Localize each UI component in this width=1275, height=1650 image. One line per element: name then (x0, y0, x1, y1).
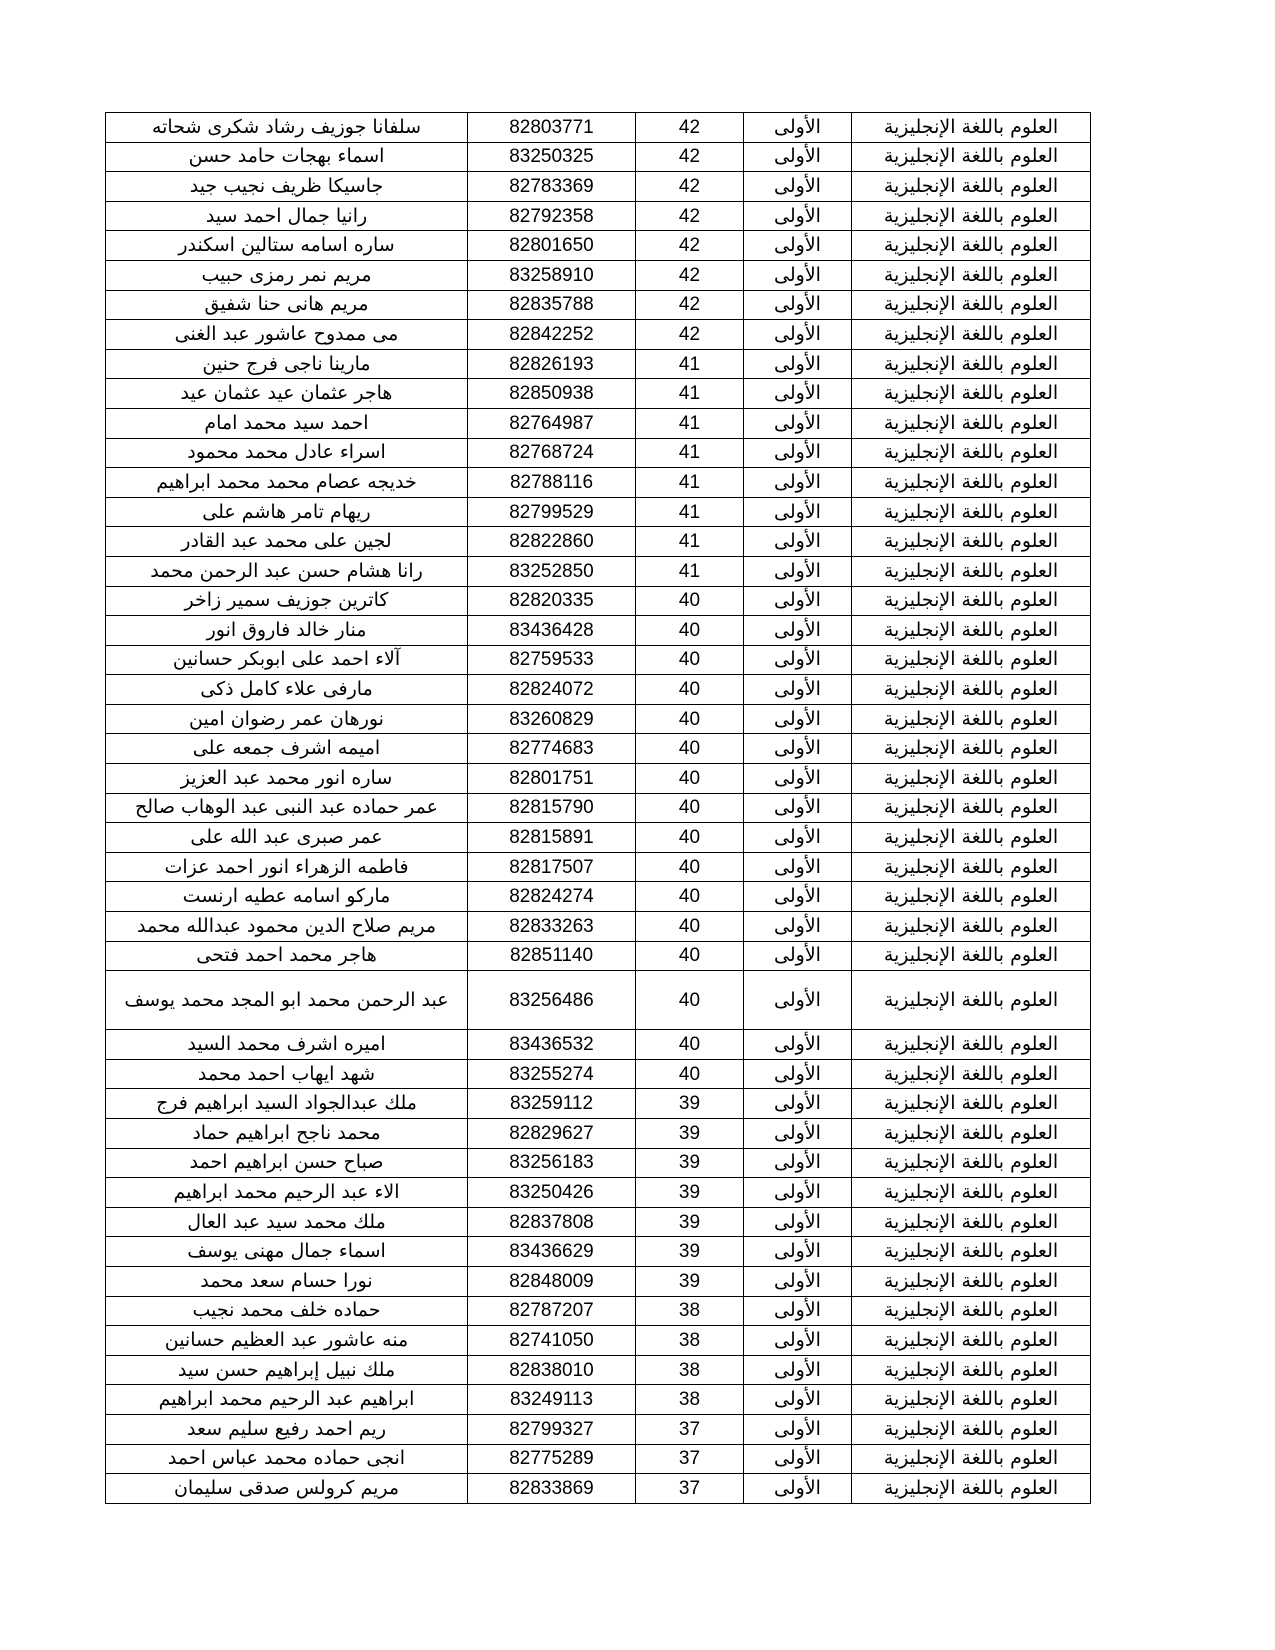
seat-number-cell: 83252850 (468, 556, 636, 586)
table-row (106, 527, 1091, 557)
seat-number-cell: 82787207 (468, 1296, 636, 1326)
student-name-cell: شهد ايهاب احمد محمد (106, 1059, 468, 1089)
student-name-cell: الاء عبد الرحيم محمد ابراهيم (106, 1178, 468, 1208)
seat-number-cell: 82829627 (468, 1119, 636, 1149)
department-cell: العلوم باللغة الإنجليزية (852, 142, 1091, 172)
seat-number-cell: 82783369 (468, 172, 636, 202)
table-row (106, 1148, 1091, 1178)
rank-cell: الأولى (744, 704, 852, 734)
score-cell: 41 (636, 349, 744, 379)
rank-cell: الأولى (744, 1444, 852, 1474)
table-row (106, 1089, 1091, 1119)
score-cell: 39 (636, 1207, 744, 1237)
rank-cell: الأولى (744, 349, 852, 379)
score-cell: 38 (636, 1385, 744, 1415)
seat-number-cell: 82824274 (468, 882, 636, 912)
rank-cell: الأولى (744, 1296, 852, 1326)
score-cell: 40 (636, 823, 744, 853)
table-row (106, 1444, 1091, 1474)
student-name-cell: مارينا ناجى فرج حنين (106, 349, 468, 379)
seat-number-cell: 82788116 (468, 468, 636, 498)
score-cell: 42 (636, 320, 744, 350)
rank-cell: الأولى (744, 1237, 852, 1267)
rank-cell: الأولى (744, 616, 852, 646)
student-name-cell: رانيا جمال احمد سيد (106, 201, 468, 231)
score-cell: 40 (636, 852, 744, 882)
student-name-cell: ساره اسامه ستالين اسكندر (106, 231, 468, 261)
student-name-cell: رانا هشام حسن عبد الرحمن محمد (106, 556, 468, 586)
seat-number-cell: 82775289 (468, 1444, 636, 1474)
seat-number-cell: 82833263 (468, 912, 636, 942)
student-name-cell: مريم كرولس صدقى سليمان (106, 1474, 468, 1504)
table-row (106, 1119, 1091, 1149)
rank-cell: الأولى (744, 1385, 852, 1415)
seat-number-cell: 82774683 (468, 734, 636, 764)
student-name-cell: اسماء جمال مهنى يوسف (106, 1237, 468, 1267)
table-row (106, 586, 1091, 616)
table-row (106, 320, 1091, 350)
student-name-cell: سلفانا جوزيف رشاد شكرى شحاته (106, 113, 468, 143)
table-row (106, 142, 1091, 172)
department-cell: العلوم باللغة الإنجليزية (852, 1414, 1091, 1444)
rank-cell: الأولى (744, 201, 852, 231)
seat-number-cell: 82842252 (468, 320, 636, 350)
rank-cell: الأولى (744, 1119, 852, 1149)
student-name-cell: صباح حسن ابراهيم احمد (106, 1148, 468, 1178)
department-cell: العلوم باللغة الإنجليزية (852, 379, 1091, 409)
student-name-cell: اسراء عادل محمد محمود (106, 438, 468, 468)
student-name-cell: ساره انور محمد عبد العزيز (106, 764, 468, 794)
seat-number-cell: 82851140 (468, 941, 636, 971)
score-cell: 42 (636, 113, 744, 143)
rank-cell: الأولى (744, 1326, 852, 1356)
seat-number-cell: 82803771 (468, 113, 636, 143)
student-name-cell: عمر حماده عبد النبى عبد الوهاب صالح (106, 793, 468, 823)
seat-number-cell: 82837808 (468, 1207, 636, 1237)
rank-cell: الأولى (744, 793, 852, 823)
score-cell: 39 (636, 1089, 744, 1119)
seat-number-cell: 83250325 (468, 142, 636, 172)
rank-cell: الأولى (744, 852, 852, 882)
department-cell: العلوم باللغة الإنجليزية (852, 912, 1091, 942)
table-row (106, 1296, 1091, 1326)
student-name-cell: فاطمه الزهراء انور احمد عزات (106, 852, 468, 882)
seat-number-cell: 82801751 (468, 764, 636, 794)
seat-number-cell: 83250426 (468, 1178, 636, 1208)
department-cell: العلوم باللغة الإنجليزية (852, 1148, 1091, 1178)
rank-cell: الأولى (744, 1178, 852, 1208)
student-name-cell: عمر صبرى عبد الله على (106, 823, 468, 853)
score-cell: 40 (636, 764, 744, 794)
department-cell: العلوم باللغة الإنجليزية (852, 349, 1091, 379)
seat-number-cell: 82799327 (468, 1414, 636, 1444)
seat-number-cell: 83436532 (468, 1030, 636, 1060)
table-row (106, 1030, 1091, 1060)
seat-number-cell: 82826193 (468, 349, 636, 379)
student-name-cell: اسماء بهجات حامد حسن (106, 142, 468, 172)
table-row (106, 1355, 1091, 1385)
rank-cell: الأولى (744, 320, 852, 350)
score-cell: 40 (636, 586, 744, 616)
table-row (106, 793, 1091, 823)
seat-number-cell: 82801650 (468, 231, 636, 261)
score-cell: 38 (636, 1296, 744, 1326)
score-cell: 39 (636, 1178, 744, 1208)
rank-cell: الأولى (744, 1207, 852, 1237)
department-cell: العلوم باللغة الإنجليزية (852, 408, 1091, 438)
seat-number-cell: 82792358 (468, 201, 636, 231)
department-cell: العلوم باللغة الإنجليزية (852, 734, 1091, 764)
seat-number-cell: 82835788 (468, 290, 636, 320)
student-name-cell: مى ممدوح عاشور عبد الغنى (106, 320, 468, 350)
student-name-cell: حماده خلف محمد نجيب (106, 1296, 468, 1326)
department-cell: العلوم باللغة الإنجليزية (852, 1266, 1091, 1296)
score-cell: 38 (636, 1355, 744, 1385)
score-cell: 40 (636, 645, 744, 675)
score-cell: 40 (636, 941, 744, 971)
seat-number-cell: 82824072 (468, 675, 636, 705)
table-row (106, 497, 1091, 527)
table-row (106, 764, 1091, 794)
department-cell: العلوم باللغة الإنجليزية (852, 201, 1091, 231)
table-row (106, 260, 1091, 290)
student-name-cell: كاترين جوزيف سمير زاخر (106, 586, 468, 616)
department-cell: العلوم باللغة الإنجليزية (852, 1355, 1091, 1385)
seat-number-cell: 82848009 (468, 1266, 636, 1296)
table-row (106, 408, 1091, 438)
table-row (106, 1266, 1091, 1296)
rank-cell: الأولى (744, 556, 852, 586)
rank-cell: الأولى (744, 675, 852, 705)
department-cell: العلوم باللغة الإنجليزية (852, 823, 1091, 853)
department-cell: العلوم باللغة الإنجليزية (852, 556, 1091, 586)
department-cell: العلوم باللغة الإنجليزية (852, 320, 1091, 350)
score-cell: 40 (636, 675, 744, 705)
table-row (106, 201, 1091, 231)
score-cell: 42 (636, 172, 744, 202)
score-cell: 40 (636, 1059, 744, 1089)
rank-cell: الأولى (744, 172, 852, 202)
seat-number-cell: 82815790 (468, 793, 636, 823)
seat-number-cell: 82768724 (468, 438, 636, 468)
table-row (106, 912, 1091, 942)
table-row (106, 852, 1091, 882)
rank-cell: الأولى (744, 1059, 852, 1089)
seat-number-cell: 83258910 (468, 260, 636, 290)
table-row (106, 1237, 1091, 1267)
department-cell: العلوم باللغة الإنجليزية (852, 852, 1091, 882)
score-cell: 41 (636, 468, 744, 498)
rank-cell: الأولى (744, 586, 852, 616)
seat-number-cell: 82833869 (468, 1474, 636, 1504)
rank-cell: الأولى (744, 260, 852, 290)
department-cell: العلوم باللغة الإنجليزية (852, 793, 1091, 823)
department-cell: العلوم باللغة الإنجليزية (852, 675, 1091, 705)
department-cell: العلوم باللغة الإنجليزية (852, 1444, 1091, 1474)
student-name-cell: اميمه اشرف جمعه على (106, 734, 468, 764)
seat-number-cell: 83256183 (468, 1148, 636, 1178)
score-cell: 40 (636, 882, 744, 912)
department-cell: العلوم باللغة الإنجليزية (852, 1089, 1091, 1119)
seat-number-cell: 83255274 (468, 1059, 636, 1089)
score-cell: 39 (636, 1237, 744, 1267)
table-row (106, 882, 1091, 912)
seat-number-cell: 83256486 (468, 971, 636, 1030)
rank-cell: الأولى (744, 468, 852, 498)
table-row (106, 231, 1091, 261)
student-name-cell: مريم هانى حنا شفيق (106, 290, 468, 320)
student-name-cell: عبد الرحمن محمد ابو المجد محمد يوسف (106, 971, 468, 1030)
seat-number-cell: 83436428 (468, 616, 636, 646)
table-row (106, 290, 1091, 320)
department-cell: العلوم باللغة الإنجليزية (852, 645, 1091, 675)
score-cell: 39 (636, 1148, 744, 1178)
rank-cell: الأولى (744, 113, 852, 143)
department-cell: العلوم باللغة الإنجليزية (852, 260, 1091, 290)
student-name-cell: نورا حسام سعد محمد (106, 1266, 468, 1296)
rank-cell: الأولى (744, 290, 852, 320)
rank-cell: الأولى (744, 1089, 852, 1119)
score-cell: 42 (636, 201, 744, 231)
student-name-cell: مريم نمر رمزى حبيب (106, 260, 468, 290)
rank-cell: الأولى (744, 379, 852, 409)
seat-number-cell: 82822860 (468, 527, 636, 557)
rank-cell: الأولى (744, 231, 852, 261)
department-cell: العلوم باللغة الإنجليزية (852, 882, 1091, 912)
department-cell: العلوم باللغة الإنجليزية (852, 971, 1091, 1030)
rank-cell: الأولى (744, 971, 852, 1030)
seat-number-cell: 82764987 (468, 408, 636, 438)
table-row (106, 675, 1091, 705)
score-cell: 39 (636, 1119, 744, 1149)
score-cell: 41 (636, 379, 744, 409)
department-cell: العلوم باللغة الإنجليزية (852, 941, 1091, 971)
seat-number-cell: 83259112 (468, 1089, 636, 1119)
table-row (106, 616, 1091, 646)
results-table-body (106, 113, 1091, 1504)
student-name-cell: محمد ناجح ابراهيم حماد (106, 1119, 468, 1149)
seat-number-cell: 83436629 (468, 1237, 636, 1267)
table-row (106, 1414, 1091, 1444)
score-cell: 40 (636, 1030, 744, 1060)
score-cell: 41 (636, 556, 744, 586)
student-name-cell: ملك محمد سيد عبد العال (106, 1207, 468, 1237)
score-cell: 38 (636, 1326, 744, 1356)
student-name-cell: ريم احمد رفيع سليم سعد (106, 1414, 468, 1444)
student-name-cell: هاجر عثمان عيد عثمان عيد (106, 379, 468, 409)
table-row (106, 556, 1091, 586)
seat-number-cell: 82799529 (468, 497, 636, 527)
student-name-cell: ريهام تامر هاشم على (106, 497, 468, 527)
student-name-cell: آلاء احمد على ابوبكر حسانين (106, 645, 468, 675)
table-row (106, 379, 1091, 409)
department-cell: العلوم باللغة الإنجليزية (852, 704, 1091, 734)
student-name-cell: جاسيكا ظريف نجيب جيد (106, 172, 468, 202)
department-cell: العلوم باللغة الإنجليزية (852, 231, 1091, 261)
rank-cell: الأولى (744, 912, 852, 942)
seat-number-cell: 82759533 (468, 645, 636, 675)
rank-cell: الأولى (744, 1030, 852, 1060)
table-row (106, 1474, 1091, 1504)
department-cell: العلوم باللغة الإنجليزية (852, 172, 1091, 202)
table-row (106, 1178, 1091, 1208)
table-row (106, 172, 1091, 202)
student-name-cell: منه عاشور عبد العظيم حسانين (106, 1326, 468, 1356)
department-cell: العلوم باللغة الإنجليزية (852, 1178, 1091, 1208)
table-row (106, 941, 1091, 971)
department-cell: العلوم باللغة الإنجليزية (852, 290, 1091, 320)
department-cell: العلوم باللغة الإنجليزية (852, 1326, 1091, 1356)
seat-number-cell: 82820335 (468, 586, 636, 616)
score-cell: 37 (636, 1414, 744, 1444)
score-cell: 40 (636, 971, 744, 1030)
student-name-cell: خديجه عصام محمد محمد ابراهيم (106, 468, 468, 498)
department-cell: العلوم باللغة الإنجليزية (852, 1207, 1091, 1237)
table-row (106, 113, 1091, 143)
department-cell: العلوم باللغة الإنجليزية (852, 616, 1091, 646)
student-name-cell: انجى حماده محمد عباس احمد (106, 1444, 468, 1474)
score-cell: 37 (636, 1444, 744, 1474)
department-cell: العلوم باللغة الإنجليزية (852, 497, 1091, 527)
rank-cell: الأولى (744, 764, 852, 794)
seat-number-cell: 82741050 (468, 1326, 636, 1356)
seat-number-cell: 83260829 (468, 704, 636, 734)
rank-cell: الأولى (744, 1414, 852, 1444)
student-name-cell: اميره اشرف محمد السيد (106, 1030, 468, 1060)
rank-cell: الأولى (744, 882, 852, 912)
table-row (106, 645, 1091, 675)
rank-cell: الأولى (744, 645, 852, 675)
seat-number-cell: 83249113 (468, 1385, 636, 1415)
department-cell: العلوم باللغة الإنجليزية (852, 113, 1091, 143)
department-cell: العلوم باللغة الإنجليزية (852, 1474, 1091, 1504)
score-cell: 40 (636, 734, 744, 764)
student-name-cell: ماركو اسامه عطيه ارنست (106, 882, 468, 912)
rank-cell: الأولى (744, 142, 852, 172)
student-name-cell: لجين على محمد عبد القادر (106, 527, 468, 557)
table-row (106, 349, 1091, 379)
rank-cell: الأولى (744, 438, 852, 468)
rank-cell: الأولى (744, 1474, 852, 1504)
seat-number-cell: 82838010 (468, 1355, 636, 1385)
student-name-cell: احمد سيد محمد امام (106, 408, 468, 438)
table-row (106, 1207, 1091, 1237)
rank-cell: الأولى (744, 408, 852, 438)
student-name-cell: ملك نبيل إبراهيم حسن سيد (106, 1355, 468, 1385)
student-name-cell: ابراهيم عبد الرحيم محمد ابراهيم (106, 1385, 468, 1415)
seat-number-cell: 82850938 (468, 379, 636, 409)
score-cell: 40 (636, 704, 744, 734)
score-cell: 40 (636, 912, 744, 942)
results-table (105, 112, 1091, 1504)
student-name-cell: ملك عبدالجواد السيد ابراهيم فرج (106, 1089, 468, 1119)
table-row (106, 438, 1091, 468)
department-cell: العلوم باللغة الإنجليزية (852, 468, 1091, 498)
score-cell: 42 (636, 260, 744, 290)
table-row (106, 734, 1091, 764)
score-cell: 41 (636, 408, 744, 438)
score-cell: 40 (636, 616, 744, 646)
student-name-cell: مريم صلاح الدين محمود عبدالله محمد (106, 912, 468, 942)
score-cell: 42 (636, 290, 744, 320)
rank-cell: الأولى (744, 1266, 852, 1296)
seat-number-cell: 82817507 (468, 852, 636, 882)
table-row (106, 823, 1091, 853)
table-row (106, 468, 1091, 498)
department-cell: العلوم باللغة الإنجليزية (852, 1385, 1091, 1415)
score-cell: 41 (636, 497, 744, 527)
rank-cell: الأولى (744, 823, 852, 853)
department-cell: العلوم باللغة الإنجليزية (852, 527, 1091, 557)
department-cell: العلوم باللغة الإنجليزية (852, 1030, 1091, 1060)
department-cell: العلوم باللغة الإنجليزية (852, 1059, 1091, 1089)
department-cell: العلوم باللغة الإنجليزية (852, 1119, 1091, 1149)
department-cell: العلوم باللغة الإنجليزية (852, 586, 1091, 616)
table-row (106, 1385, 1091, 1415)
score-cell: 41 (636, 438, 744, 468)
student-name-cell: مارفى علاء كامل ذكى (106, 675, 468, 705)
student-name-cell: منار خالد فاروق انور (106, 616, 468, 646)
rank-cell: الأولى (744, 734, 852, 764)
department-cell: العلوم باللغة الإنجليزية (852, 1237, 1091, 1267)
rank-cell: الأولى (744, 1355, 852, 1385)
department-cell: العلوم باللغة الإنجليزية (852, 764, 1091, 794)
rank-cell: الأولى (744, 1148, 852, 1178)
table-row (106, 1326, 1091, 1356)
score-cell: 42 (636, 231, 744, 261)
table-row (106, 971, 1091, 1030)
seat-number-cell: 82815891 (468, 823, 636, 853)
score-cell: 42 (636, 142, 744, 172)
student-name-cell: هاجر محمد احمد فتحى (106, 941, 468, 971)
score-cell: 40 (636, 793, 744, 823)
rank-cell: الأولى (744, 497, 852, 527)
rank-cell: الأولى (744, 527, 852, 557)
table-row (106, 704, 1091, 734)
score-cell: 37 (636, 1474, 744, 1504)
rank-cell: الأولى (744, 941, 852, 971)
student-name-cell: نورهان عمر رضوان امين (106, 704, 468, 734)
score-cell: 41 (636, 527, 744, 557)
table-row (106, 1059, 1091, 1089)
score-cell: 39 (636, 1266, 744, 1296)
department-cell: العلوم باللغة الإنجليزية (852, 438, 1091, 468)
department-cell: العلوم باللغة الإنجليزية (852, 1296, 1091, 1326)
